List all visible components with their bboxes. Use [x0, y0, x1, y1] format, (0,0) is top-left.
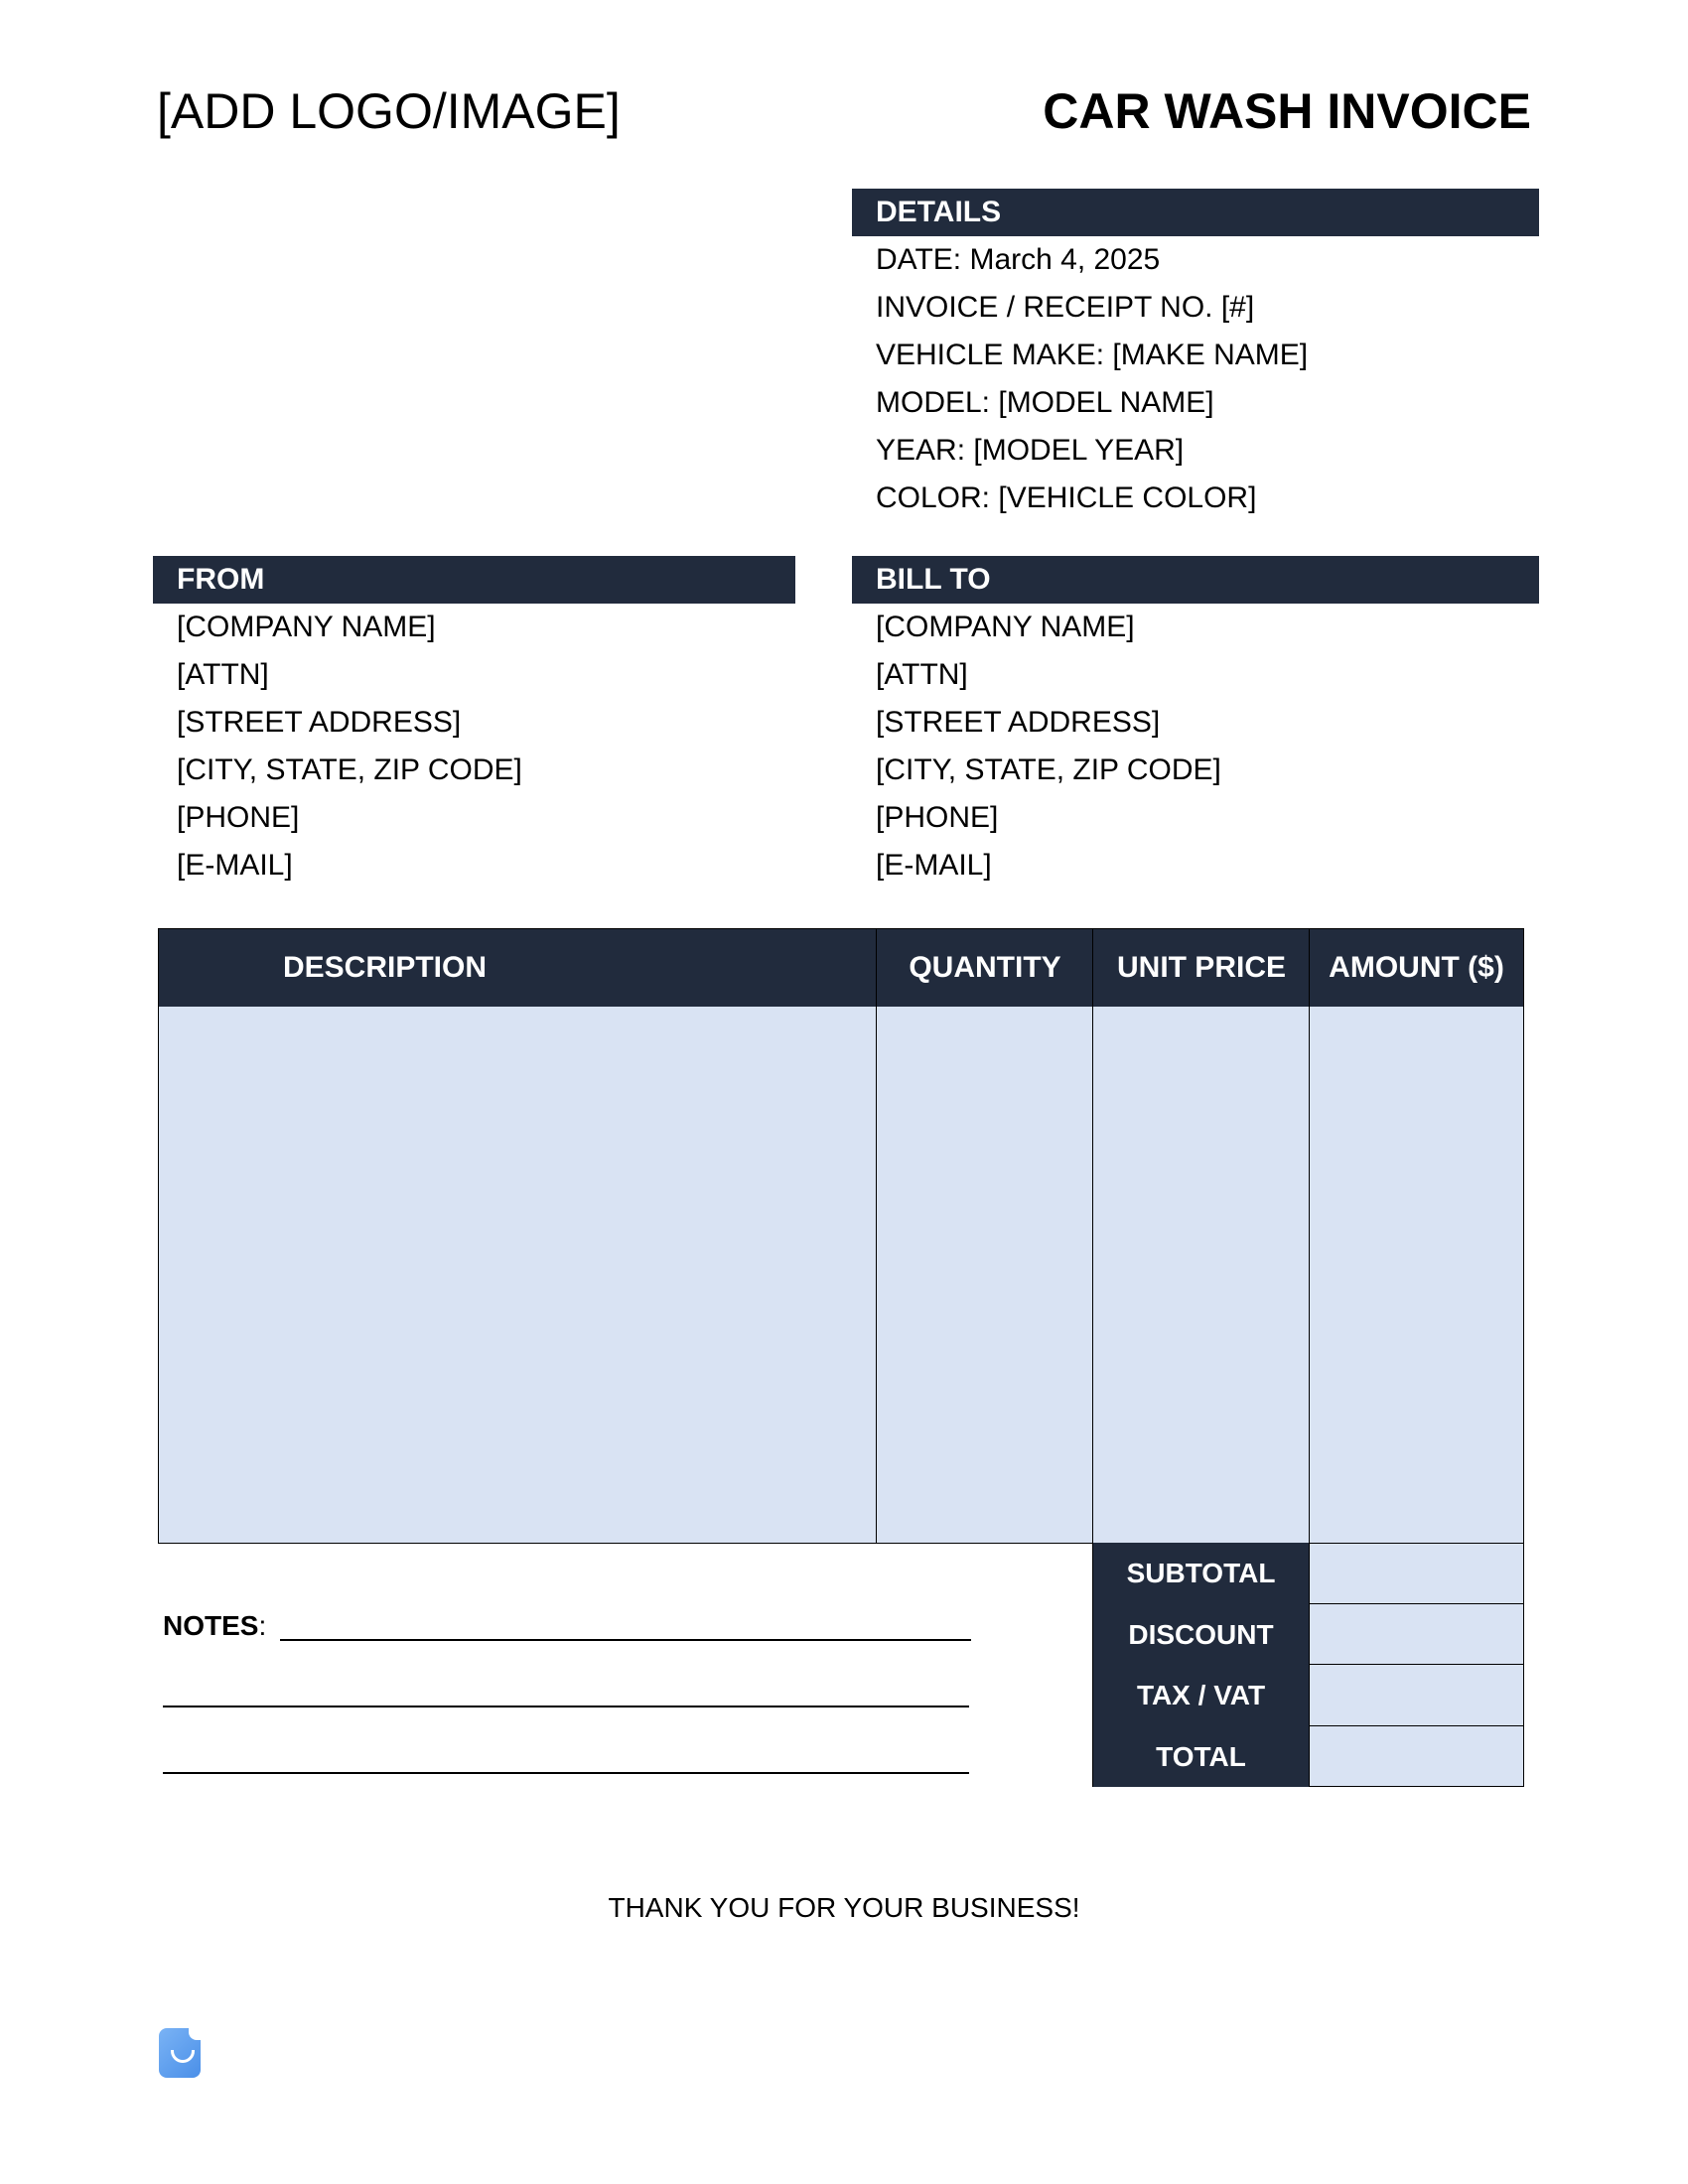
bill-to-phone[interactable]: [PHONE] — [876, 801, 999, 834]
notes-label-text: NOTES — [163, 1610, 259, 1641]
items-table — [158, 928, 1524, 1544]
total-row — [1092, 1726, 1524, 1788]
bill-to-city-state-zip[interactable]: [CITY, STATE, ZIP CODE] — [876, 753, 1221, 786]
discount-label: DISCOUNT — [1092, 1604, 1309, 1666]
notes-label — [163, 1606, 266, 1646]
description-column — [158, 928, 878, 1544]
logo-placeholder[interactable]: [ADD LOGO/IMAGE] — [157, 83, 621, 139]
description-cell[interactable] — [159, 1007, 877, 1543]
quantity-cell[interactable] — [877, 1007, 1093, 1543]
quantity-header: QUANTITY — [877, 929, 1093, 1007]
notes-line-1[interactable] — [280, 1639, 971, 1641]
invoice-title: CAR WASH INVOICE — [1043, 83, 1531, 139]
notes-line-2[interactable] — [163, 1706, 969, 1707]
tax-label: TAX / VAT — [1092, 1665, 1309, 1726]
total-value[interactable] — [1309, 1726, 1524, 1788]
from-email[interactable]: [E-MAIL] — [177, 849, 293, 882]
tax-value[interactable] — [1309, 1665, 1524, 1726]
amount-cell[interactable] — [1310, 1007, 1523, 1543]
unit-price-header: UNIT PRICE — [1093, 929, 1310, 1007]
details-section — [852, 189, 1539, 522]
bill-to-company-name[interactable]: [COMPANY NAME] — [876, 611, 1135, 643]
from-city-state-zip[interactable]: [CITY, STATE, ZIP CODE] — [177, 753, 522, 786]
details-year[interactable]: YEAR: [MODEL YEAR] — [876, 434, 1185, 467]
unit-price-column — [1092, 928, 1311, 1544]
bill-to-attn[interactable]: [ATTN] — [876, 658, 968, 691]
thank-you-message: THANK YOU FOR YOUR BUSINESS! — [608, 1892, 1080, 1923]
description-header: DESCRIPTION — [159, 929, 877, 1007]
bill-to-section — [852, 556, 1539, 889]
discount-row — [1092, 1604, 1524, 1666]
from-section — [153, 556, 795, 889]
totals-table — [1092, 1543, 1524, 1787]
quantity-column — [876, 928, 1094, 1544]
notes-label-separator: : — [258, 1610, 267, 1641]
from-attn[interactable]: [ATTN] — [177, 658, 269, 691]
details-model[interactable]: MODEL: [MODEL NAME] — [876, 386, 1214, 419]
document-smile-icon — [159, 2028, 201, 2078]
from-street-address[interactable]: [STREET ADDRESS] — [177, 706, 462, 739]
subtotal-row — [1092, 1543, 1524, 1604]
details-vehicle-make[interactable]: VEHICLE MAKE: [MAKE NAME] — [876, 339, 1309, 371]
from-company-name[interactable]: [COMPANY NAME] — [177, 611, 436, 643]
amount-column — [1309, 928, 1524, 1544]
details-invoice-number[interactable]: INVOICE / RECEIPT NO. [#] — [876, 291, 1255, 324]
bill-to-heading: BILL TO — [852, 556, 1539, 604]
discount-value[interactable] — [1309, 1604, 1524, 1666]
amount-header: AMOUNT ($) — [1310, 929, 1523, 1007]
details-date[interactable]: DATE: March 4, 2025 — [876, 243, 1161, 276]
subtotal-value[interactable] — [1309, 1543, 1524, 1604]
details-color[interactable]: COLOR: [VEHICLE COLOR] — [876, 481, 1257, 514]
badge-smile-mark — [171, 2050, 195, 2063]
bill-to-street-address[interactable]: [STREET ADDRESS] — [876, 706, 1161, 739]
from-phone[interactable]: [PHONE] — [177, 801, 300, 834]
total-label: TOTAL — [1092, 1726, 1309, 1788]
subtotal-label: SUBTOTAL — [1092, 1543, 1309, 1604]
bill-to-email[interactable]: [E-MAIL] — [876, 849, 992, 882]
from-heading: FROM — [153, 556, 795, 604]
notes-line-3[interactable] — [163, 1772, 969, 1774]
tax-row — [1092, 1665, 1524, 1726]
details-heading: DETAILS — [852, 189, 1539, 236]
unit-price-cell[interactable] — [1093, 1007, 1310, 1543]
